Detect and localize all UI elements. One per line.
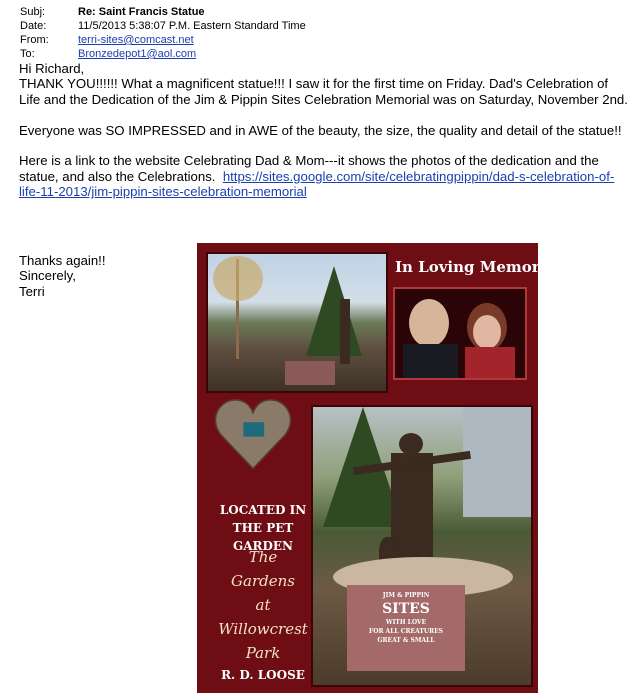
in-loving-memory-title: In Loving Memory [395, 258, 549, 276]
author-name: R. D. LOOSE [221, 668, 305, 682]
email-signoff [19, 253, 106, 299]
heart-photo-icon [213, 395, 293, 475]
garden-photo [206, 252, 388, 393]
email-header [20, 5, 306, 61]
plaque-small [285, 361, 335, 385]
gardens-line-5: Park [245, 644, 281, 662]
gardens-text [211, 545, 315, 665]
located-line-1: LOCATED IN [219, 503, 307, 517]
date-value: 11/5/2013 5:38:07 P.M. Eastern Standard Time [78, 20, 306, 32]
date-label: Date: [20, 20, 47, 32]
statue-photo [311, 405, 533, 687]
to-email-link[interactable]: Bronzedepot1@aol.com [78, 48, 197, 60]
plaque-line-5: GREAT & SMALL [377, 637, 435, 644]
from-label: From: [20, 34, 49, 46]
paragraph-thanks: THANK YOU!!!!!! What a magnificent statue!!! I saw it for the first time on Friday. Dad's Celebration of Life and the Dedication of the Jim & Pippin Sites Celebration Memorial was on Saturday, November 2nd. [19, 76, 628, 107]
thanks-again: Thanks again!! [19, 253, 106, 268]
gardens-line-4: Willowcrest [218, 620, 308, 638]
plaque-large [347, 585, 465, 671]
plaque-line-1: JIM & PIPPIN [382, 592, 430, 599]
located-line-2: THE PET GARDEN [232, 521, 294, 553]
plaque-line-4: FOR ALL CREATURES [369, 628, 443, 635]
link-intro-text: Here is a link to the website Celebrating Dad & Mom---it shows the photos of the dedication and the statue, and also the Celebrations. [19, 153, 599, 184]
website-link[interactable]: https://sites.google.com/site/celebratingpippin/dad-s-celebration-of-life-11-2013/jim-pippin-sites-celebration-memorial [19, 168, 615, 200]
paragraph-impressed: Everyone was SO IMPRESSED and in AWE of the beauty, the size, the quality and detail of the statue!! [19, 122, 622, 138]
portrait-photo [393, 287, 527, 380]
paragraph-link [19, 153, 631, 199]
email-body [19, 61, 631, 200]
sincerely: Sincerely, [19, 268, 76, 284]
plaque-line-2: SITES [382, 601, 430, 617]
subject-value: Re: Saint Francis Statue [78, 6, 205, 18]
memorial-card-image [197, 243, 549, 693]
from-email-link[interactable]: terri-sites@comcast.net [78, 34, 194, 46]
gardens-line-2: Gardens [231, 572, 295, 590]
gardens-line-3: at [255, 596, 271, 614]
signature: Terri [19, 283, 45, 299]
plaque-line-3: WITH LOVE [385, 619, 427, 626]
to-label: To: [20, 48, 35, 60]
gardens-line-1: The [248, 548, 278, 566]
subject-label: Subj: [20, 6, 46, 18]
greeting: Hi Richard, [19, 61, 85, 76]
